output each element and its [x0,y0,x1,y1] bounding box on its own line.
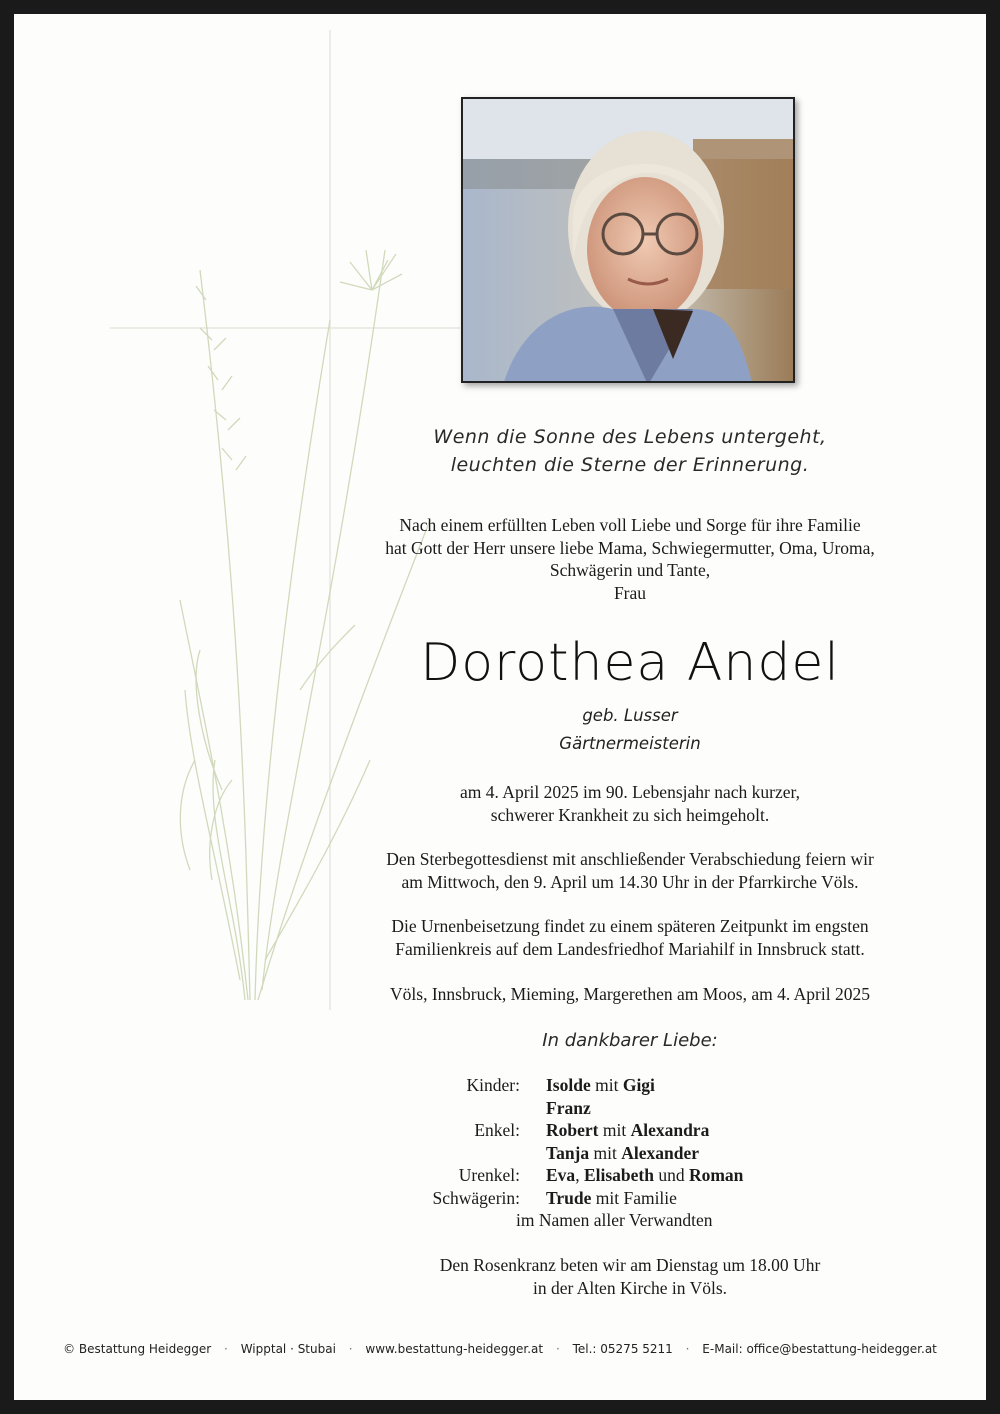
intro-line: Nach einem erfüllten Leben voll Liebe und Sorge für ihre Familie [399,515,861,535]
portrait-photo [461,97,795,383]
footer-separator: · [348,1342,353,1356]
service-notice [320,848,940,893]
death-line: am 4. April 2025 im 90. Lebensjahr nach kurzer, [460,782,800,802]
intro-line: Schwägerin und Tante, [549,560,711,580]
burial-notice [320,915,940,960]
role-label: Kinder: [466,1075,520,1095]
profession: Gärtnermeisterin [559,734,701,753]
gratitude-heading: In dankbarer Liebe: [542,1030,718,1051]
mourner-row [330,1119,930,1142]
mourner-row [330,1209,930,1232]
service-line: am Mittwoch, den 9. April um 14.30 Uhr in der Pfarrkirche Völs. [401,871,859,892]
service-line: Den Sterbegottesdienst mit anschließender Verabschiedung feiern wir [386,849,874,869]
mourner-row [330,1164,930,1187]
quote-line: Wenn die Sonne des Lebens untergeht, [433,426,827,448]
role-label: Urenkel: [458,1165,520,1185]
memorial-quote [400,423,860,479]
footer-separator: · [555,1342,560,1356]
rosary-line: in der Alten Kirche in Völs. [532,1277,728,1298]
rosary-line: Den Rosenkranz beten wir am Dienstag um 18.00 Uhr [439,1255,821,1275]
burial-line: Familienkreis auf dem Landesfriedhof Mariahilf in Innsbruck statt. [395,938,865,959]
intro-line: hat Gott der Herr unsere liebe Mama, Schwiegermutter, Oma, Uroma, [385,537,875,558]
mourner-names: Tanja mit Alexander [546,1142,700,1163]
portrait-photo-icon [463,99,795,383]
mourner-names: Trude mit Familie [546,1187,677,1208]
role-label: Schwägerin: [432,1187,520,1208]
intro-text [330,514,930,604]
footer-company: © Bestattung Heidegger [63,1342,212,1356]
mourners-list [330,1074,930,1232]
death-line: schwerer Krankheit zu sich heimgeholt. [490,804,770,825]
mourner-names: Eva, Elisabeth und Roman [546,1165,744,1185]
footer-region: Wipptal · Stubai [240,1342,336,1356]
footer-separator: · [685,1342,690,1356]
death-notice [320,781,940,826]
relatives-note: im Namen aller Verwandten [516,1210,713,1230]
mourner-names: Franz [546,1097,591,1118]
intro-line: Frau [613,582,647,603]
mourner-row [330,1097,930,1120]
quote-line: leuchten die Sterne der Erinnerung. [450,454,810,476]
footer-separator: · [224,1342,228,1356]
mourner-names: Isolde mit Gigi [546,1075,655,1095]
maiden-name: geb. Lusser [582,706,678,725]
places-date: Völs, Innsbruck, Mieming, Margerethen am Moos, am 4. April 2025 [390,984,870,1004]
role-label: Enkel: [474,1120,520,1140]
footer-website-link[interactable]: www.bestattung-heidegger.at [365,1342,544,1356]
deceased-name: Dorothea Andel [420,633,840,693]
mourner-names: Robert mit Alexandra [546,1120,710,1140]
mourner-row [330,1187,930,1210]
burial-line: Die Urnenbeisetzung findet zu einem späteren Zeitpunkt im engsten [391,916,869,936]
mourner-row [330,1142,930,1165]
footer-phone: Tel.: 05275 5211 [572,1342,673,1356]
footer [40,1342,960,1356]
rosary-notice [320,1254,940,1299]
mourner-row [330,1074,930,1097]
footer-email-link[interactable]: E-Mail: office@bestattung-heidegger.at [702,1342,937,1356]
